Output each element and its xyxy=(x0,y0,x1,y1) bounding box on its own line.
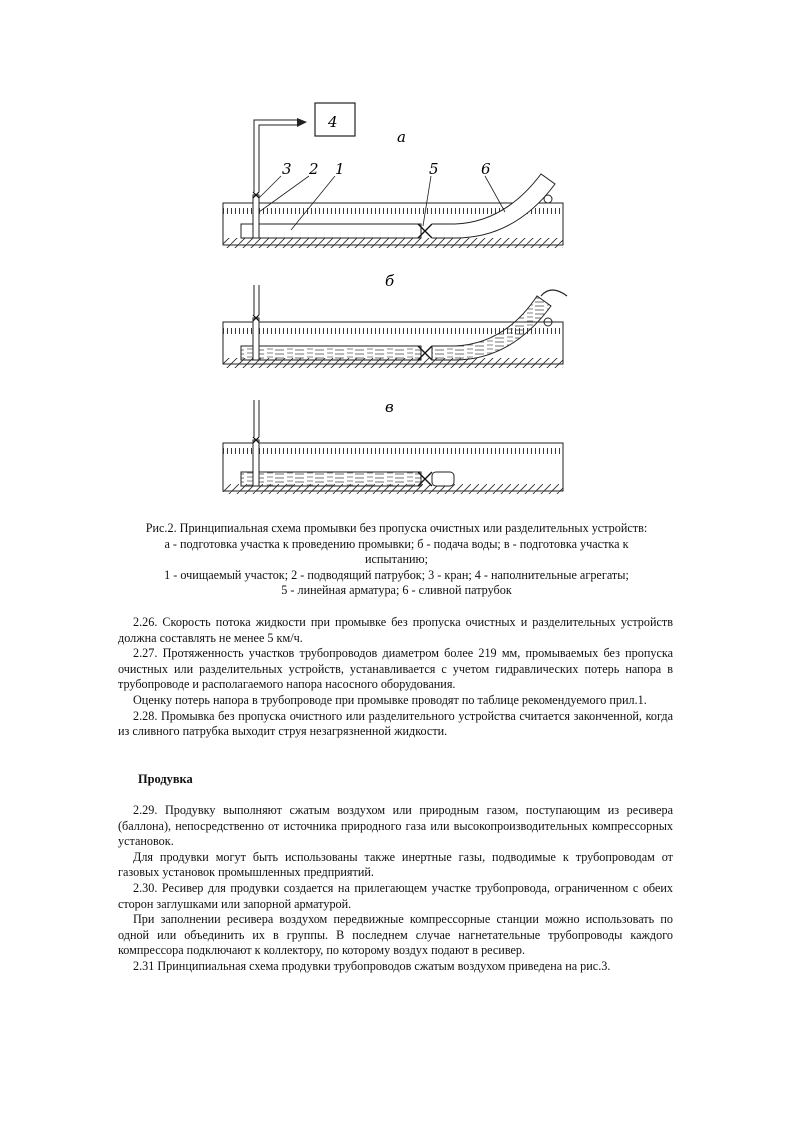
panel-v xyxy=(223,398,563,494)
paragraph: 2.26. Скорость потока жидкости при промывке без пропуска очистных и разделительных устройств должна составлять не менее 5 км/ч. xyxy=(118,615,673,645)
figure-drawing xyxy=(215,100,575,505)
caption-line: 1 - очищаемый участок; 2 - подводящий патрубок; 3 - кран; 4 - наполнительные агрегаты; xyxy=(164,567,629,582)
label-v: в xyxy=(385,398,394,416)
body-text-bottom xyxy=(118,803,673,975)
label-6: 6 xyxy=(481,160,491,178)
label-3: 3 xyxy=(282,160,292,178)
flushing-scheme-figure xyxy=(215,100,575,505)
label-2: 2 xyxy=(309,160,319,178)
panel-b xyxy=(223,272,567,368)
paragraph: Оценку потерь напора в трубопроводе при промывке проводят по таблице рекомендуемого прил.1. xyxy=(133,692,647,707)
label-b: б xyxy=(385,272,395,290)
figure-caption xyxy=(100,521,693,599)
paragraph: 2.28. Промывка без пропуска очистного или разделительного устройства считается законченной, когда из сливного патрубка выходит струя незагрязненной жидкости. xyxy=(118,708,673,739)
paragraph: Для продувки могут быть использованы также инертные газы, подводимые к трубопроводам от газовых установок промышленных предприятий. xyxy=(118,849,673,880)
label-5: 5 xyxy=(429,160,439,178)
label-4: 4 xyxy=(328,113,338,131)
paragraph: 2.30. Ресивер для продувки создается на прилегающем участке трубопровода, ограниченном с обеих сторон заглушками или запорной арматурой. xyxy=(118,880,673,911)
caption-line: 5 - линейная арматура; 6 - сливной патрубок xyxy=(281,583,512,598)
label-a: а xyxy=(397,128,406,146)
body-text-top xyxy=(118,615,673,740)
caption-line: а - подготовка участка к проведению промывки; б - подача воды; в - подготовка участка к xyxy=(164,536,629,551)
panel-a xyxy=(223,103,563,248)
caption-line: Рис.2. Принципиальная схема промывки без пропуска очистных или разделительных устройств: xyxy=(145,521,648,535)
paragraph: 2.27. Протяженность участков трубопроводов диаметром более 219 мм, промываемых без пропуска очистных или разделительных устройств, устанавливается с учетом гидравлических потерь напора в трубопроводе и располагаемого напора насосного оборудования. xyxy=(118,646,673,692)
paragraph: 2.29. Продувку выполняют сжатым воздухом или природным газом, поступающим из ресивера (баллона), непосредственно от источника природного газа или высокопроизводительных компрессорных установок. xyxy=(118,803,673,849)
caption-line: испытанию; xyxy=(364,552,429,567)
section-title: Продувка xyxy=(138,772,193,786)
paragraph: 2.31 Принципиальная схема продувки трубопроводов сжатым воздухом приведена на рис.3. xyxy=(133,958,611,973)
label-1: 1 xyxy=(335,160,345,178)
paragraph: При заполнении ресивера воздухом передвижные компрессорные станции можно использовать по одной или объединить их в группы. В последнем случае нагнетательные трубопроводы каждого компрессора подключают к коллектору, по которому воздух подают в ресивер. xyxy=(118,912,673,958)
